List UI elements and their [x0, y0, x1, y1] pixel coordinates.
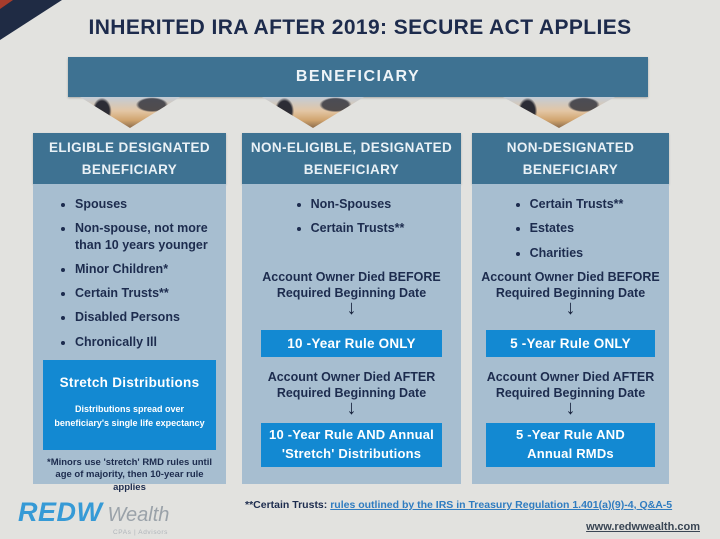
down-arrow-icon: ↓ [565, 397, 576, 419]
photo-arrow-triangle-3 [503, 97, 615, 128]
rule-box-label: 10 -Year Rule ONLY [287, 336, 416, 351]
condition-before: Account Owner Died BEFORE Required Beginning Date [481, 270, 660, 300]
column-header-non-eligible-designated [242, 133, 461, 184]
list-item: • Certain Trusts** [530, 196, 630, 212]
stretch-box-subtitle: Distributions spread over beneficiary's single life expectancy [54, 404, 205, 428]
column-header-label: NON-ELIGIBLE, DESIGNATED BENEFICIARY [250, 139, 453, 177]
condition-after: Account Owner Died AFTER Required Beginning Date [486, 370, 655, 400]
list-item: • Non-spouse, not more than 10 years younger [75, 220, 226, 253]
list-item: • Minor Children* [75, 261, 226, 277]
list-item: • Disabled Persons [75, 309, 226, 325]
column-body-non-eligible-designated [242, 184, 461, 484]
rule-box-10-year-only [261, 330, 442, 357]
rule-box-5-year-only [486, 330, 655, 357]
condition-before: Account Owner Died BEFORE Required Beginning Date [262, 270, 441, 300]
column-header-label: ELIGIBLE DESIGNATED BENEFICIARY [48, 139, 211, 177]
list-item: • Spouses [75, 196, 226, 212]
down-arrow-icon: ↓ [565, 297, 576, 319]
stretch-box-title: Stretch Distributions [59, 375, 200, 390]
column-header-non-designated [472, 133, 669, 184]
certain-trusts-footnote [245, 499, 695, 513]
website-link[interactable]: www.redwwealth.com [586, 521, 700, 533]
footnote-label: **Certain Trusts: [245, 499, 328, 511]
list-item: • Certain Trusts** [75, 285, 226, 301]
photo-arrow-triangle-1 [80, 97, 180, 128]
rule-box-10-year-and-stretch [261, 423, 442, 467]
bullet-list [33, 196, 226, 358]
logo-tagline: CPAs | Advisors [113, 529, 168, 536]
list-item: • Estates [530, 220, 630, 236]
logo-suffix-text: Wealth [107, 504, 170, 526]
beneficiary-banner [68, 57, 648, 97]
rule-box-label: 5 -Year Rule ONLY [510, 336, 631, 351]
redw-wealth-logo [18, 497, 169, 536]
logo-brand-text: REDW [18, 497, 103, 527]
list-item: • Chronically Ill [75, 334, 226, 350]
column-header-label: NON-DESIGNATED BENEFICIARY [506, 139, 635, 177]
photo-arrow-triangle-2 [262, 97, 364, 128]
column-header-eligible-designated [33, 133, 226, 184]
footnote-regulation-link[interactable]: rules outlined by the IRS in Treasury Regulation 1.401(a)(9)-4, Q&A-5 [330, 499, 673, 511]
column-body-non-designated [472, 184, 669, 484]
beneficiary-banner-label: BENEFICIARY [295, 68, 421, 85]
bullet-list [472, 196, 669, 269]
condition-after: Account Owner Died AFTER Required Beginning Date [267, 370, 436, 400]
page-title: INHERITED IRA AFTER 2019: SECURE ACT APPLIES [88, 16, 632, 39]
rule-box-label: 10 -Year Rule AND Annual 'Stretch' Distributions [269, 427, 434, 461]
rule-box-label: 5 -Year Rule AND Annual RMDs [516, 427, 625, 461]
minors-footnote: *Minors use 'stretch' RMD rules until age of majority, then 10-year rule applies [47, 457, 212, 493]
column-body-eligible-designated [33, 184, 226, 493]
list-item: • Non-Spouses [311, 196, 411, 212]
down-arrow-icon: ↓ [346, 397, 357, 419]
bullet-list [242, 196, 461, 245]
down-arrow-icon: ↓ [346, 297, 357, 319]
list-item: • Certain Trusts** [311, 220, 411, 236]
list-item: • Charities [530, 245, 630, 261]
stretch-distributions-box [43, 360, 216, 450]
rule-box-5-year-and-rmds [486, 423, 655, 467]
